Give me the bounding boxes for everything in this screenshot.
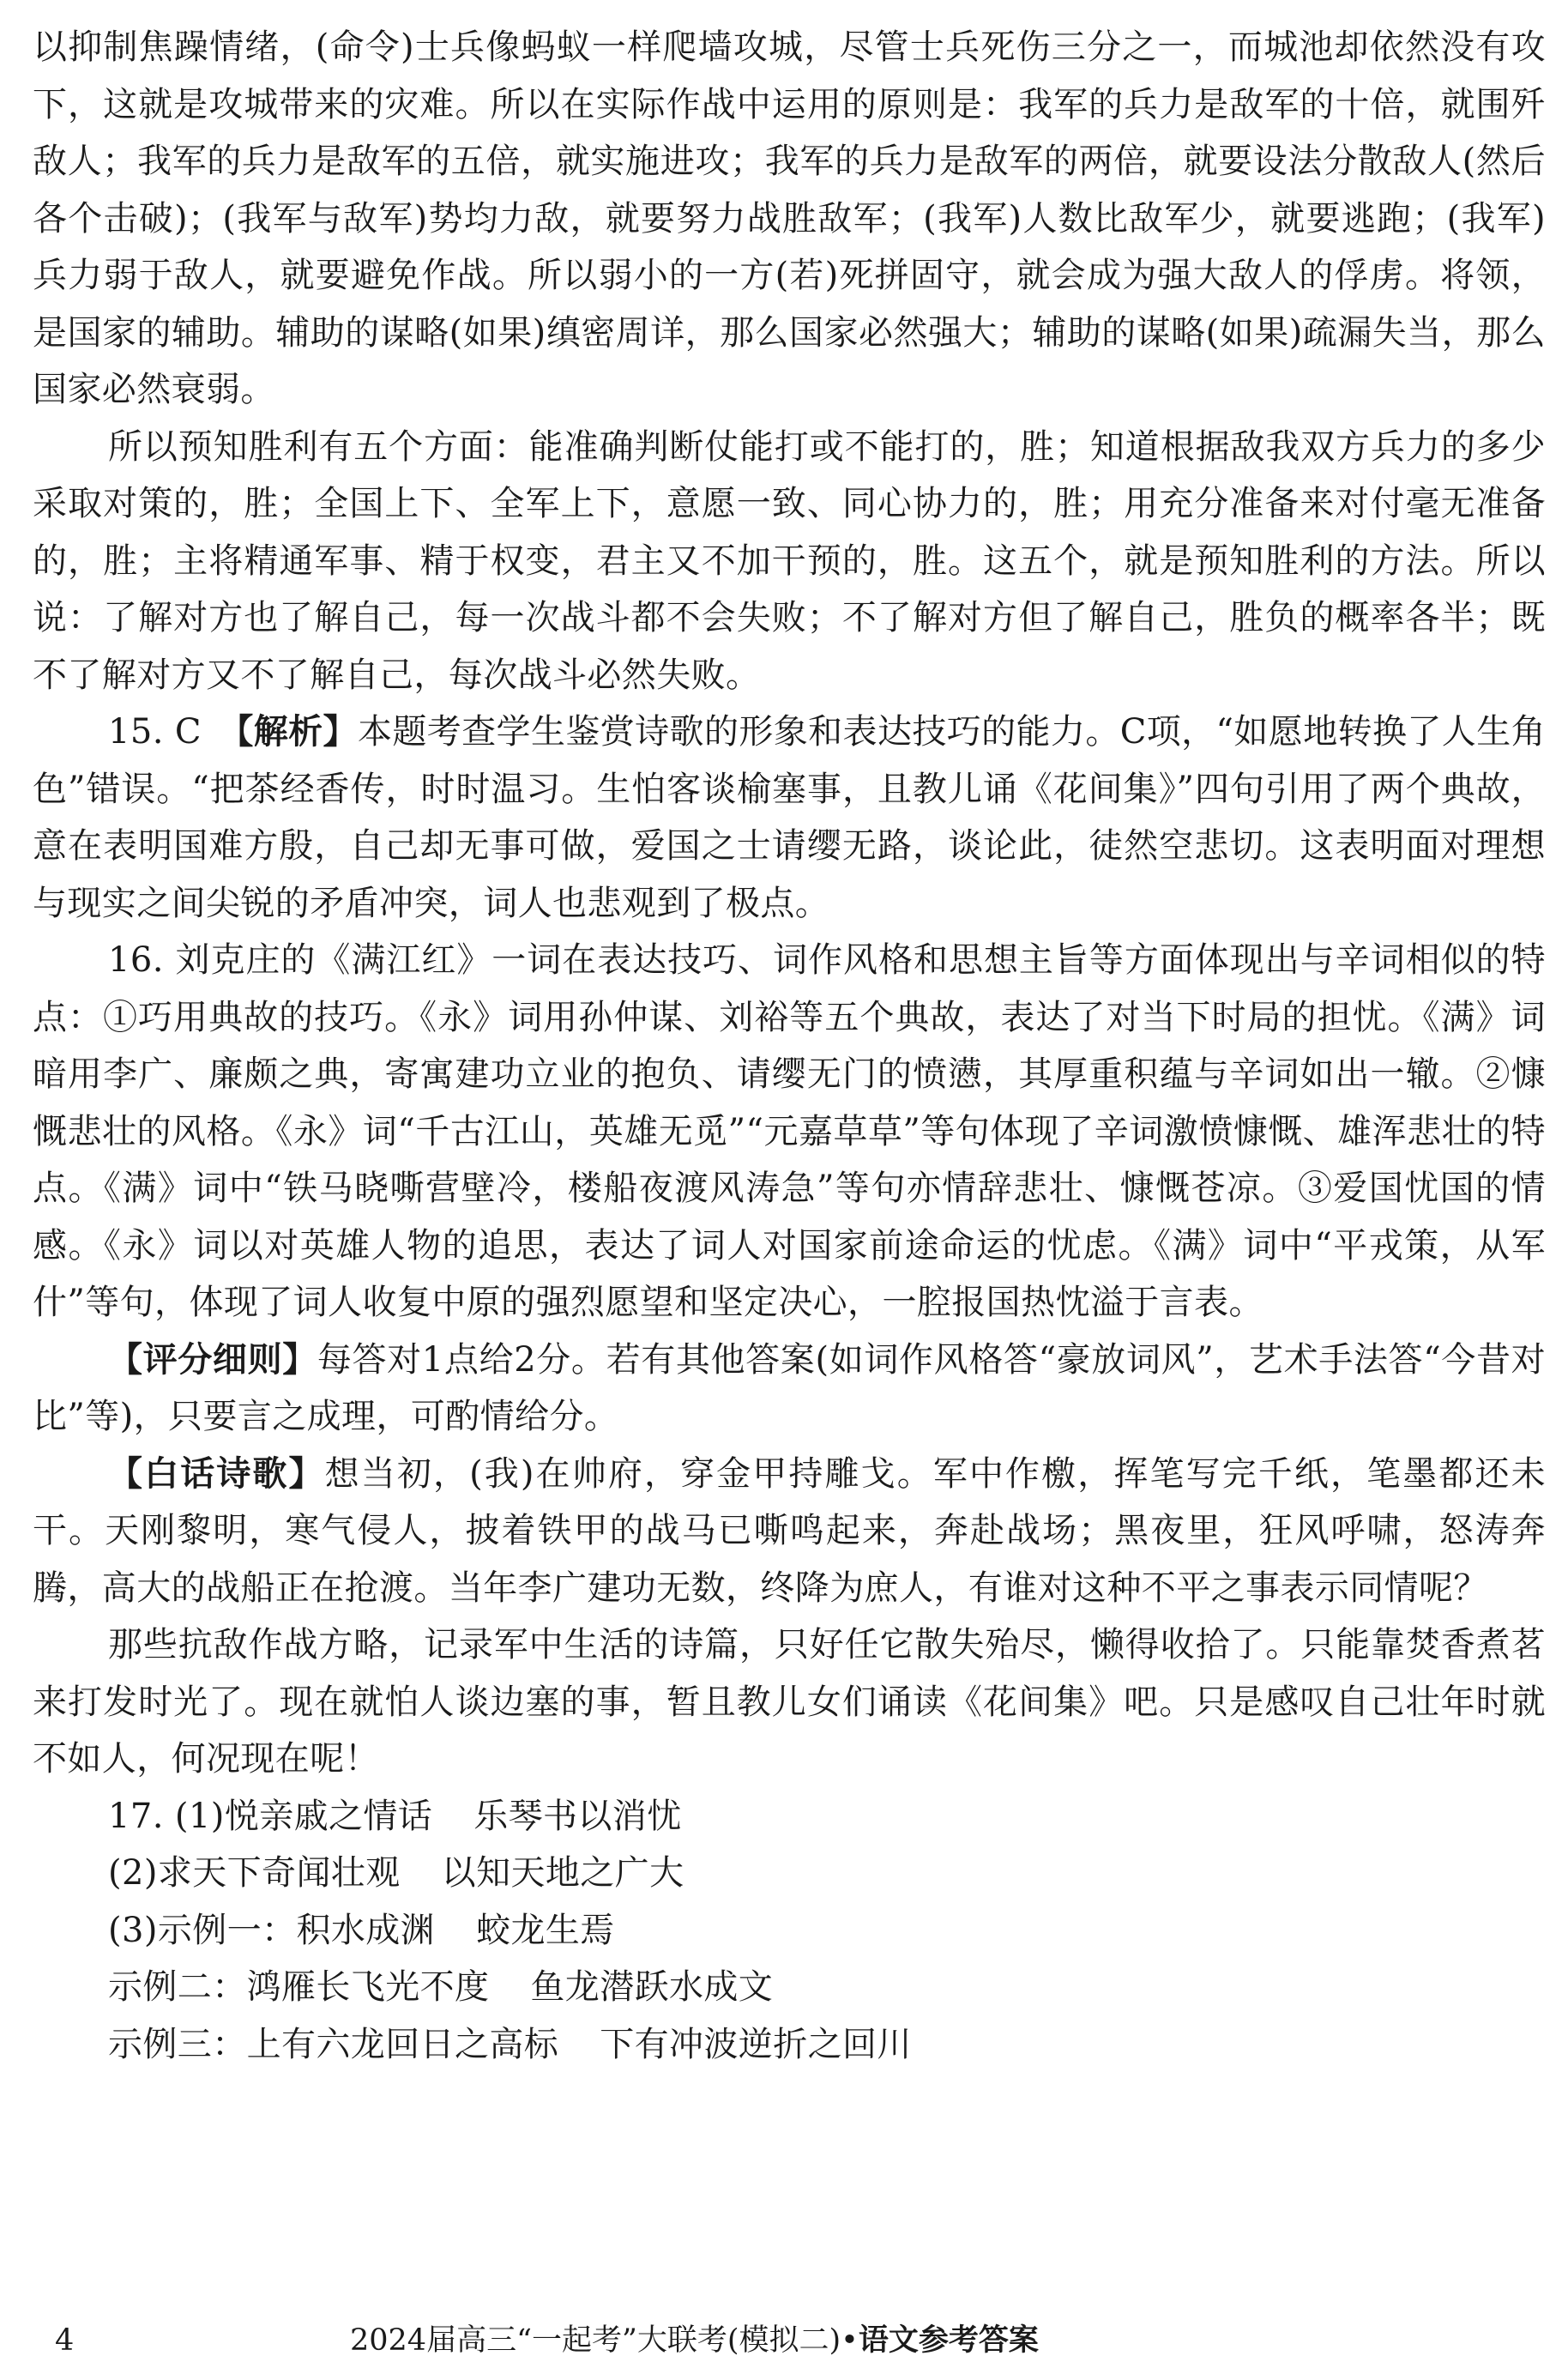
- subject-label: 语文参考答案: [858, 2323, 1039, 2358]
- translation-paragraph-2: 所以预知胜利有五个方面：能准确判断仗能打或不能打的，胜；知道根据敌我双方兵力的多少采取对策的，胜；全国上下、全军上下，意愿一致、同心协力的，胜；用充分准备来对付毫无准备的，胜；主将精通军事、精于权变，君主又不加干预的，胜。这五个，就是预知胜利的方法。所以说：了解对方也了解自己，每一次战斗都不会失败；不了解对方但了解自己，胜负的概率各半；既不了解对方又不了解自己，每次战斗必然失败。: [33, 426, 1546, 695]
- scoring-rules: [33, 1332, 1546, 1446]
- exam-name: 2024届高三“一起考”大联考(模拟二): [350, 2323, 841, 2358]
- exam-title: [350, 2319, 1039, 2362]
- page-footer: [33, 2319, 1535, 2362]
- q17-answer-5b: 下有冲波逆折之回川: [600, 2024, 912, 2064]
- q17-answer-3a: (3)示例一：积水成渊: [108, 1910, 436, 1950]
- q17-answer-3b: 蛟龙生焉: [476, 1910, 615, 1950]
- q17-answer-2a: (2)求天下奇闻壮观: [108, 1853, 401, 1893]
- poem-translation: [33, 1446, 1546, 1617]
- analysis-tag: 【解析】: [236, 712, 358, 752]
- question-16-answer: 16. 刘克庄的《满江红》一词在表达技巧、词作风格和思想主旨等方面体现出与辛词相似的特点：①巧用典故的技巧。《永》词用孙仲谋、刘裕等五个典故，表达了对当下时局的担忧。《满》词暗用李广、廉颇之典，寄寓建功立业的抱负、请缨无门的愤懑，其厚重积蕴与辛词如出一辙。②慷慨悲壮的风格。《永》词“千古江山，英雄无觅”“元嘉草草”等句体现了辛词激愤慷慨、雄浑悲壮的特点。《满》词中“铁马晓嘶营壁冷，楼船夜渡风涛急”等句亦情辞悲壮、慷慨苍凉。③爱国忧国的情感。《永》词以对英雄人物的追思，表达了词人对国家前途命运的忧虑。《满》词中“平戎策，从军什”等句，体现了词人收复中原的强烈愿望和坚定决心，一腔报国热忱溢于言表。: [33, 940, 1546, 1322]
- q17-answer-1b: 乐琴书以消忧: [473, 1796, 682, 1836]
- q17-answer-4b: 鱼龙潜跃水成文: [530, 1967, 774, 2007]
- title-separator: •: [841, 2323, 859, 2358]
- poem-tag: 【白话诗歌】: [108, 1453, 325, 1494]
- question-17-line-5: [33, 2016, 1546, 2074]
- question-17-line-3: [33, 1902, 1546, 1960]
- scoring-tag: 【评分细则】: [108, 1339, 317, 1380]
- q17-answer-1a: 17. (1)悦亲戚之情话: [108, 1796, 433, 1836]
- scoring-text: 每答对1点给2分。若有其他答案(如词作风格答“豪放词风”，艺术手法答“今昔对比”等)，只要言之成理，可酌情给分。: [33, 1339, 1546, 1436]
- q17-answer-2b: 以知天地之广大: [441, 1853, 684, 1893]
- question-15-label: 15. C: [108, 712, 237, 752]
- q17-answer-4a: 示例二：鸿雁长飞光不度: [108, 1967, 490, 2007]
- page-number: 4: [55, 2323, 75, 2358]
- question-17-line-4: [33, 1959, 1546, 2016]
- question-17-line-1: [33, 1788, 1546, 1845]
- translation-paragraph-1: 以抑制焦躁情绪，(命令)士兵像蚂蚁一样爬墙攻城，尽管士兵死伤三分之一，而城池却依然没有攻下，这就是攻城带来的灾难。所以在实际作战中运用的原则是：我军的兵力是敌军的十倍，就围歼敌人；我军的兵力是敌军的五倍，就实施进攻；我军的兵力是敌军的两倍，就要设法分散敌人(然后各个击破)；(我军与敌军)势均力敌，就要努力战胜敌军；(我军)人数比敌军少，就要逃跑；(我军)兵力弱于敌人，就要避免作战。所以弱小的一方(若)死拼固守，就会成为强大敌人的俘虏。将领，是国家的辅助。辅助的谋略(如果)缜密周详，那么国家必然强大；辅助的谋略(如果)疏漏失当，那么国家必然衰弱。: [33, 27, 1546, 409]
- poem-translation-2: 那些抗敌作战方略，记录军中生活的诗篇，只好任它散失殆尽，懒得收拾了。只能靠焚香煮茗来打发时光了。现在就怕人谈边塞的事，暂且教儿女们诵读《花间集》吧。只是感叹自己壮年时就不如人，何况现在呢！: [33, 1625, 1546, 1779]
- question-15-explanation: 本题考查学生鉴赏诗歌的形象和表达技巧的能力。C项，“如愿地转换了人生角色”错误。“把茶经香传，时时温习。生怕客谈榆塞事，且教儿诵《花间集》”四句引用了两个典故，意在表明国难方殷，自己却无事可做，爱国之士请缨无路，谈论此，徒然空悲切。这表明面对理想与现实之间尖锐的矛盾冲突，词人也悲观到了极点。: [33, 712, 1547, 923]
- answer-page: [33, 19, 1546, 2073]
- poem-translation-text: 想当初，(我)在帅府，穿金甲持雕戈。军中作檄，挥笔写完千纸，笔墨都还未干。天刚黎明，寒气侵人，披着铁甲的战马已嘶鸣起来，奔赴战场；黑夜里，狂风呼啸，怒涛奔腾，高大的战船正在抢渡。当年李广建功无数，终降为庶人，有谁对这种不平之事表示同情呢？: [33, 1453, 1546, 1608]
- question-15-answer: [33, 704, 1546, 932]
- question-17-line-2: [33, 1845, 1546, 1902]
- q17-answer-5a: 示例三：上有六龙回日之高标: [108, 2024, 559, 2064]
